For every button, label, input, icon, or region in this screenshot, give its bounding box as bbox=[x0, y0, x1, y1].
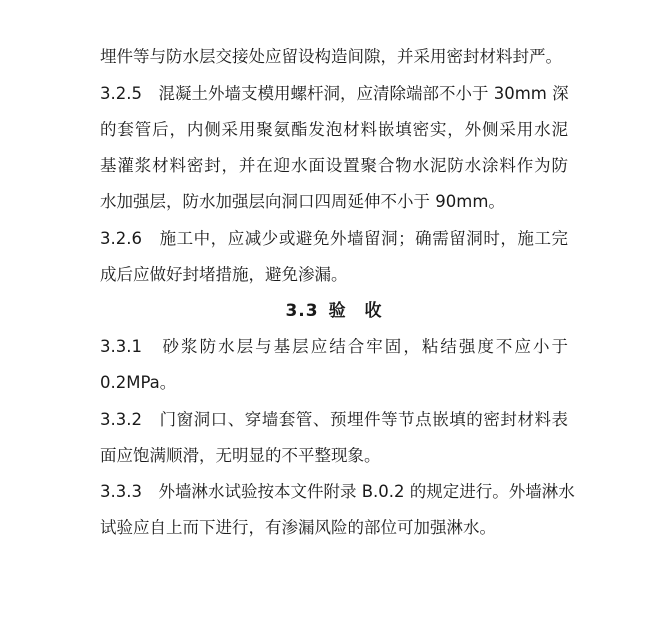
clause-3-3-1-line-1: 3.3.1 砂浆防水层与基层应结合牢固，粘结强度不应小于 bbox=[100, 337, 568, 356]
paragraph-continuation-line: 埋件等与防水层交接处应留设构造间隙，并采用密封材料封严。 bbox=[100, 47, 562, 66]
clause-3-3-3-line-1: 3.3.3 外墙淋水试验按本文件附录 B.0.2 的规定进行。外墙淋水 bbox=[100, 482, 575, 501]
clause-3-2-6-line-1: 3.2.6 施工中，应减少或避免外墙留洞；确需留洞时，施工完 bbox=[100, 229, 568, 248]
clause-3-3-2-line-1: 3.3.2 门窗洞口、穿墙套管、预埋件等节点嵌填的密封材料表 bbox=[100, 410, 568, 429]
clause-3-2-6-line-2: 成后应做好封堵措施，避免渗漏。 bbox=[100, 265, 348, 284]
clause-3-3-1-line-2: 0.2MPa。 bbox=[100, 373, 177, 392]
clause-3-3-2-line-2: 面应饱满顺滑，无明显的不平整现象。 bbox=[100, 446, 381, 465]
clause-3-2-5-line-4: 水加强层，防水加强层向洞口四周延伸不小于 90mm。 bbox=[100, 192, 505, 211]
clause-3-3-3-line-2: 试验应自上而下进行，有渗漏风险的部位可加强淋水。 bbox=[100, 518, 496, 537]
clause-3-2-5-line-1: 3.2.5 混凝土外墙支模用螺杆洞，应清除端部不小于 30mm 深 bbox=[100, 84, 569, 103]
clause-3-2-5-line-2: 的套管后，内侧采用聚氨酯发泡材料嵌填密实，外侧采用水泥 bbox=[100, 120, 568, 139]
section-number: 3.3 bbox=[285, 301, 319, 321]
clause-3-2-5-line-3: 基灌浆材料密封，并在迎水面设置聚合物水泥防水涂料作为防 bbox=[100, 156, 568, 175]
section-heading bbox=[100, 300, 568, 322]
section-title: 验 收 bbox=[328, 301, 383, 321]
